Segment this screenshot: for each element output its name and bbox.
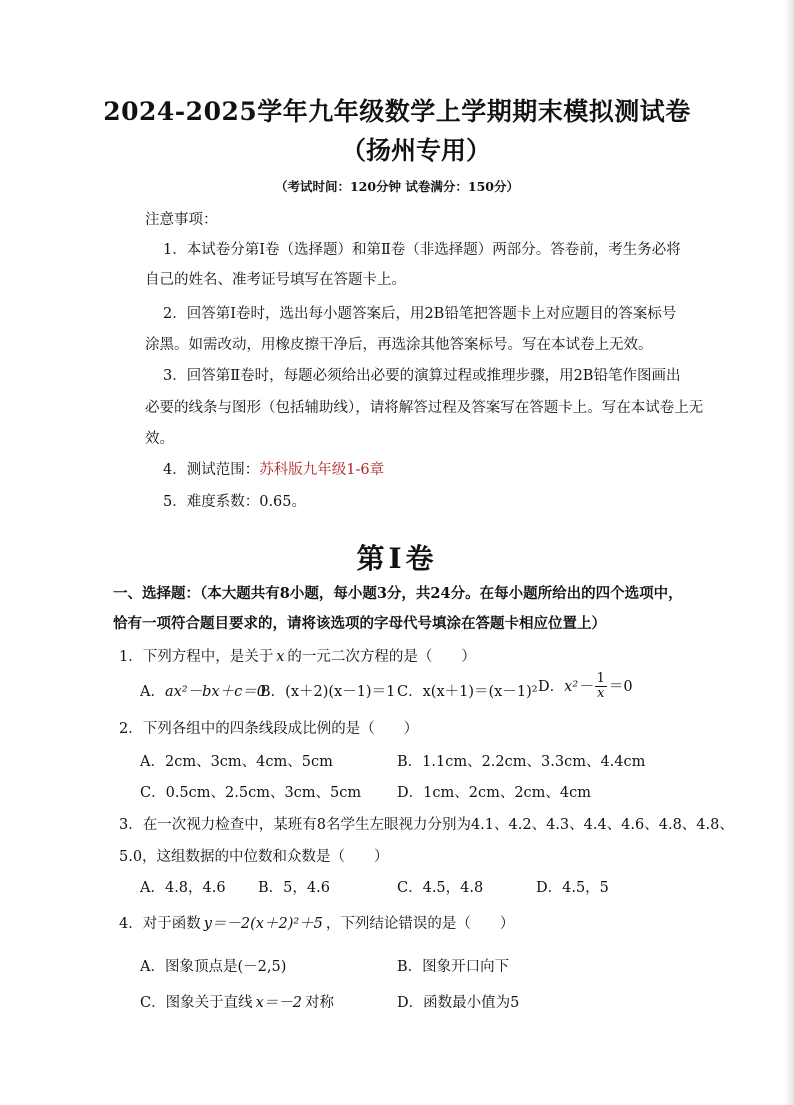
notice-heading: 注意事项： [145,212,218,228]
notice-item-4-prefix: 4．测试范围： [163,462,260,478]
question-4-option-a[interactable]: A．图象顶点是(－2,5) [140,959,287,975]
notice-item-2-line-2: 涂黑。如需改动，用橡皮擦干净后，再选涂其他答案标号。写在本试卷上无效。 [145,337,653,353]
question-3-option-d[interactable]: D．4.5，5 [536,880,609,896]
section-instructions-line-1: 一、选择题：（本大题共有8小题，每小题3分，共24分。在每小题所给出的四个选项中， [113,585,683,602]
test-scope-value: 苏科版九年级1-6章 [259,462,385,478]
question-3-stem-line-2: 5.0，这组数据的中位数和众数是（ ） [119,849,389,865]
exam-subtitle: （扬州专用） [341,136,492,165]
question-3-option-a[interactable]: A．4.8，4.6 [140,880,226,896]
question-3-option-b[interactable]: B．5，4.6 [258,880,330,896]
notice-item-1-line-1: 1．本试卷分第Ⅰ卷（选择题）和第Ⅱ卷（非选择题）两部分。答卷前，考生务必将 [163,242,681,258]
notice-item-5: 5．难度系数：0.65。 [163,494,307,510]
notice-item-3-line-3: 效。 [145,431,174,447]
notice-item-3-line-1: 3．回答第Ⅱ卷时，每题必须给出必要的演算过程或推理步骤，用2B铅笔作图画出 [163,368,681,384]
question-2-option-c[interactable]: C．0.5cm、2.5cm、3cm、5cm [140,785,362,801]
question-4-option-c[interactable]: C．图象关于直线 x＝－2 对称 [140,995,335,1011]
notice-item-3-line-2: 必要的线条与图形（包括辅助线），请将解答过程及答案写在答题卡上。写在本试卷上无 [145,400,704,416]
notice-item-2-line-1: 2．回答第Ⅰ卷时，选出每小题答案后，用2B铅笔把答题卡上对应题目的答案标号 [163,306,677,322]
question-1-option-a[interactable]: A．ax²－bx＋c＝0 [140,684,266,700]
exam-info: （考试时间：120分钟 试卷满分：150分） [274,179,520,194]
notice-item-4 [163,458,384,479]
question-1-stem: 1．下列方程中，是关于 x 的一元二次方程的是（ ） [119,649,476,665]
section-title: 第Ⅰ卷 [356,542,438,575]
question-1-option-c[interactable]: C．x(x＋1)＝(x－1)² [397,684,538,700]
exam-title: 2024-2025学年九年级数学上学期期末模拟测试卷 [103,97,691,126]
notice-item-1-line-2: 自己的姓名、准考证号填写在答题卡上。 [145,272,406,288]
question-4-option-d[interactable]: D．函数最小值为5 [397,995,520,1011]
section-instructions-line-2: 恰有一项符合题目要求的，请将该选项的字母代号填涂在答题卡相应位置上） [113,615,606,632]
question-2-option-a[interactable]: A．2cm、3cm、4cm、5cm [140,754,333,770]
question-1-option-b[interactable]: B．(x＋2)(x－1)＝1 [260,684,396,700]
question-2-option-d[interactable]: D．1cm、2cm、2cm、4cm [397,785,592,801]
question-2-stem: 2．下列各组中的四条线段成比例的是（ ） [119,721,419,737]
question-4-stem: 4．对于函数 y＝－2(x＋2)²＋5 ，下列结论错误的是（ ） [119,916,515,932]
question-1-option-d[interactable]: D．x²－ $\frac{1}{x}$ ＝0 [538,671,633,702]
question-4-function: y＝－2(x＋2)²＋5 [203,916,323,932]
question-2-option-b[interactable]: B．1.1cm、2.2cm、3.3cm、4.4cm [397,754,646,770]
question-3-option-c[interactable]: C．4.5，4.8 [397,880,484,896]
question-4-option-b[interactable]: B．图象开口向下 [397,959,510,975]
question-3-stem-line-1: 3．在一次视力检查中，某班有8名学生左眼视力分别为4.1、4.2、4.3、4.4、4.6、4.8、4.8、 [119,817,734,833]
fraction-one-over-x: $\frac{1}{x}$ [596,671,605,702]
